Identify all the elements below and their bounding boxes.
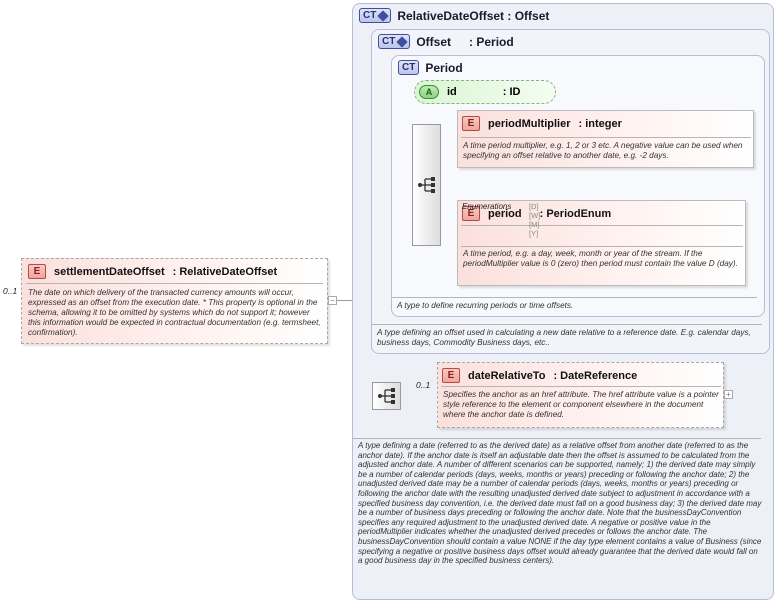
root-description: The date on which delivery of the transacted currency amounts will occur, expressed as an offset from the execution date. * This property is optional in the schema, allowing it to be omitted by systems which do not support it; however this information would be expected in contractual documentation (e.g. termsheet, confirmation). [28, 288, 321, 337]
outer-description-separator [353, 438, 761, 439]
date-relative-to-type: : DateReference [553, 369, 638, 382]
enum-value-d: [D] [529, 202, 539, 211]
sequence-icon [417, 176, 437, 194]
period-multiplier-description: A time period multiplier, e.g. 1, 2 or 3 etc. A negative value can be used when specifying an offset relative to another date, e.g. -2 days. [463, 141, 743, 160]
period-enum-separator [461, 246, 743, 247]
period-header-separator [461, 225, 743, 226]
date-relative-to-name: dateRelativeTo [468, 369, 546, 382]
period-element-name: period [488, 207, 522, 220]
period-element-type: : PeriodEnum [539, 207, 612, 220]
date-relative-to-separator [441, 386, 721, 387]
period-description-separator [392, 297, 757, 298]
id-attribute-name: id [447, 86, 457, 98]
extension-diamond-icon [378, 10, 389, 21]
element-badge: E [462, 206, 480, 221]
period-element-description: A time period, e.g. a day, week, month or year of the stream. If the periodMultiplier value is 0 (zero) then period must contain the value D (day). [463, 249, 738, 268]
date-relative-to-multiplicity: 0..1 [416, 380, 431, 390]
root-multiplicity: 0..1 [3, 286, 18, 296]
extension-diamond-icon [397, 36, 408, 47]
id-attribute-type: : ID [502, 86, 521, 98]
offset-type-label: : Period [469, 34, 514, 49]
period-type-header [398, 60, 463, 75]
element-badge: E [462, 116, 480, 131]
relative-date-offset-header [359, 8, 549, 23]
offset-description: A type defining an offset used in calculating a new date relative to a reference date. E.g. calendar days, business days, Commodity Business days, etc.. [377, 328, 751, 347]
connector-root-to-ct [337, 300, 353, 301]
enum-value-y: [Y] [529, 229, 539, 238]
relative-date-offset-title: RelativeDateOffset : Offset [397, 8, 550, 23]
attribute-badge: A [419, 85, 439, 99]
period-multiplier-element[interactable] [457, 110, 754, 168]
period-type-name: Period [425, 60, 463, 75]
offset-description-separator [372, 324, 762, 325]
period-enumerations-label: Enumerations [462, 202, 512, 211]
enum-value-w: [W] [529, 211, 541, 220]
offset-name: Offset [416, 34, 452, 49]
period-multiplier-header [462, 116, 622, 131]
root-collapse-toggle[interactable]: − [328, 296, 337, 305]
period-type-description: A type to define recurring periods or time offsets. [397, 301, 574, 310]
root-element-name: settlementDateOffset [54, 265, 165, 278]
root-element-type: : RelativeDateOffset [172, 265, 278, 278]
date-relative-to-element[interactable] [437, 362, 724, 428]
period-multiplier-separator [461, 137, 751, 138]
date-relative-to-header [442, 368, 637, 383]
complex-type-badge: CT [359, 8, 391, 23]
date-relative-to-description: Specifies the anchor as an href attribute. The href attribute value is a pointer style reference to the element or component elsewhere in the document where the anchor date is defined. [443, 390, 719, 419]
element-badge: E [442, 368, 460, 383]
period-sequence-compositor[interactable] [412, 124, 441, 246]
offset-header [378, 34, 514, 49]
root-separator [26, 283, 323, 284]
element-badge: E [28, 264, 46, 279]
root-element-header [28, 264, 277, 279]
settlement-date-offset-element[interactable] [21, 258, 328, 344]
complex-type-badge: CT [378, 34, 410, 49]
period-multiplier-type: : integer [578, 117, 622, 130]
date-offset-sequence-compositor[interactable] [372, 382, 401, 410]
enum-value-m: [M] [529, 220, 540, 229]
relative-date-offset-description: A type defining a date (referred to as the derived date) as a relative offset from another date (referred to as the anchor date). If the anchor date is itself an adjustable date then the offset is assumed to be calculated from the adjusted anchor date. A number of different scenarios can be supported, namely; 1) the derived date may simply be a number of calendar periods (days, weeks, months or years) preceding or following the anchor date; 2) the unadjusted derived date may be a number of calendar periods (days, weeks, months or years) preceding or following the anchor date with the resulting unadjusted derived date subject to adjustment in accordance with a specified business day convention, i.e. the derived date must fall on a good business day; 3) the derived date may be a number of business days preceding or following the anchor date. Note that the businessDayConvention specifies any required adjustment to the unadjusted derived date. A negative or positive value in the periodMultiplier indicates whether the unadjusted derived precedes or follows the anchor date. The businessDayConvention should contain a value NONE if the day type element contains a value of Business (since specifying a negative or positive business days offset would already guarantee that the derived date would fall on a good business day in the specified business centers). [358, 441, 762, 566]
id-attribute[interactable] [414, 80, 556, 104]
date-relative-to-expand-toggle[interactable]: + [724, 390, 733, 399]
period-element[interactable] [457, 200, 746, 286]
period-multiplier-name: periodMultiplier [488, 117, 571, 130]
sequence-icon [377, 387, 397, 405]
complex-type-badge: CT [398, 60, 419, 75]
